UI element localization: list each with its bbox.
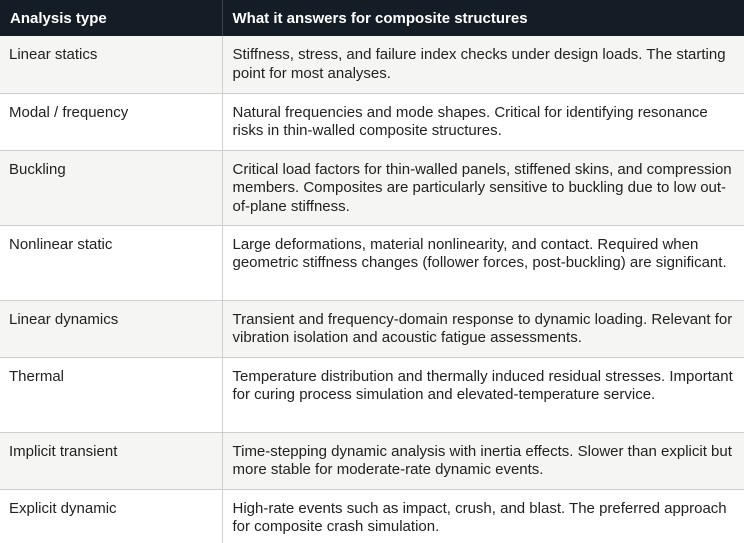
analysis-type-cell: Thermal [0,357,222,432]
table-row [0,93,744,150]
analysis-type-cell: Implicit transient [0,432,222,489]
table-row [0,432,744,489]
description-cell: Large deformations, material nonlinearity, and contact. Required when geometric stiffness changes (follower forces, post-buckling) are significant. [222,225,744,300]
header-analysis-type: Analysis type [0,0,222,36]
description-cell: Time-stepping dynamic analysis with inertia effects. Slower than explicit but more stable for moderate-rate dynamic events. [222,432,744,489]
description-cell: Stiffness, stress, and failure index checks under design loads. The starting point for most analyses. [222,36,744,93]
analysis-type-cell: Buckling [0,150,222,225]
table-row [0,36,744,93]
table-row [0,150,744,225]
description-cell: High-rate events such as impact, crush, and blast. The preferred approach for composite crash simulation. [222,489,744,543]
table-row [0,225,744,300]
analysis-type-cell: Nonlinear static [0,225,222,300]
description-cell: Natural frequencies and mode shapes. Critical for identifying resonance risks in thin-walled composite structures. [222,93,744,150]
analysis-type-cell: Explicit dynamic [0,489,222,543]
description-cell: Temperature distribution and thermally induced residual stresses. Important for curing process simulation and elevated-temperature service. [222,357,744,432]
header-what-it-answers: What it answers for composite structures [222,0,744,36]
analysis-type-cell: Linear statics [0,36,222,93]
analysis-type-cell: Modal / frequency [0,93,222,150]
description-cell: Critical load factors for thin-walled panels, stiffened skins, and compression members. Composites are particularly sensitive to buckling due to low out-of-plane stiffness. [222,150,744,225]
table-row [0,357,744,432]
description-cell: Transient and frequency-domain response to dynamic loading. Relevant for vibration isolation and acoustic fatigue assessments. [222,300,744,357]
analysis-type-cell: Linear dynamics [0,300,222,357]
table-row [0,489,744,543]
table-header-row [0,0,744,36]
table-row [0,300,744,357]
